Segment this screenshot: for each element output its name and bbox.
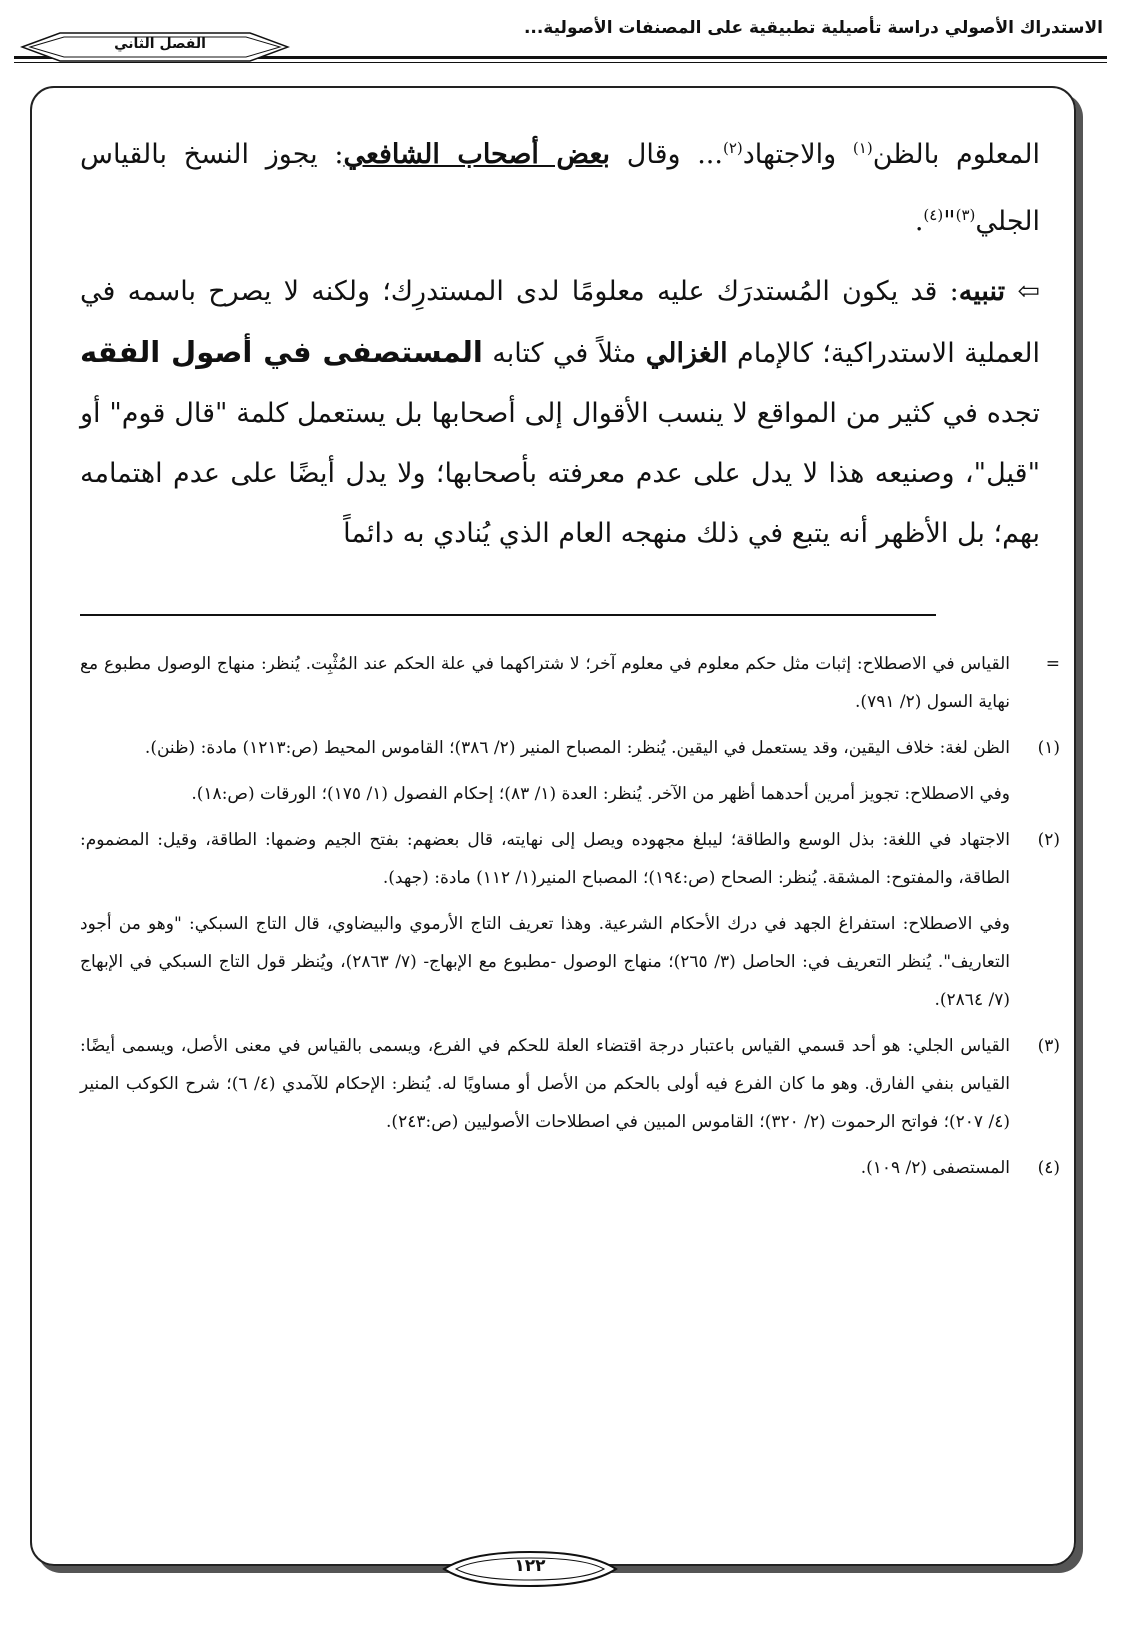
footnote-number: (٢) [1037, 830, 1060, 850]
book-title: المستصفى في أصول الفقه [80, 335, 483, 369]
text-segment: تجده في كثير من المواقع لا ينسب الأقوال إلى أصحابها بل يستعمل كلمة "قال قوم" أو "قيل"، وصنيعه هذا لا يدل على عدم معرفته بأصحابها؛ ولا يدل أيضًا على عدم اهتمامه بهم؛ بل الأظهر أنه يتبع في ذلك منهجه العام الذي يُنادي به دائماً [80, 398, 1040, 549]
main-content [80, 118, 1040, 564]
footnote-text: المستصفى (٢/ ١٠٩). [860, 1158, 1010, 1178]
footnote-text: الاجتهاد في اللغة: بذل الوسع والطاقة؛ ليبلغ مجهوده ويصل إلى نهايته، قال بعضهم: بفتح الجيم وضمها: الطاقة، وقيل: المضموم: الطاقة، والمفتوح: المشقة. يُنظر: الصحاح (ص:١٩٤)؛ المصباح المنير(١/ ١١٢) مادة: (جهد). [80, 830, 1010, 888]
footnote-text: وفي الاصطلاح: استفراغ الجهد في درك الأحكام الشرعية. وهذا تعريف التاج الأرموي والبيضاوي، قال التاج السبكي: "وهو من أجود التعاريف". يُنظر التعريف في: الحاصل (٣/ ٢٦٥)؛ منهاج الوصول -مطبوع مع الإبهاج- (٧/ ٢٨٦٣)، ويُنظر قول التاج السبكي في الإبهاج (٧/ ٢٨٦٤). [80, 914, 1010, 1010]
footnote-text: الظن لغة: خلاف اليقين، وقد يستعمل في اليقين. يُنظر: المصباح المنير (٢/ ٣٨٦)؛ القاموس المحيط (ص:١٢١٣) مادة: (ظنن). [144, 738, 1010, 758]
text-segment: والاجتهاد [742, 139, 853, 170]
footnote-text: القياس الجلي: هو أحد قسمي القياس باعتبار درجة اقتضاء العلة للحكم في الفرع، ويسمى بالقياس في معنى الأصل، ويسمى أيضًا: القياس بنفي الفارق. وهو ما كان الفرع فيه أولى بالحكم من الأصل أو مساويًا له. يُنظر: الإحكام للآمدي (٤/ ٦)؛ شرح الكوكب المنير (٤/ ٢٠٧)؛ فواتح الرحموت (٢/ ٣٢٠)؛ القاموس المبين في اصطلاحات الأصوليين (ص:٢٤٣). [80, 1036, 1010, 1132]
footnote-number: (١) [1037, 738, 1060, 758]
note-label: تنبيه [958, 276, 1006, 307]
footnote-ref-1[interactable]: (١) [852, 139, 873, 157]
text-segment: ... وقال [610, 139, 723, 170]
arrow-icon: ⇦ [1017, 276, 1040, 307]
footnote-ref-2[interactable]: (٢) [722, 139, 743, 157]
footnote-body [80, 821, 1010, 1019]
footnote-ref-4[interactable]: (٤) [923, 206, 944, 224]
footnotes [80, 645, 1060, 1195]
footnote-text: القياس في الاصطلاح: إثبات مثل حكم معلوم في معلوم آخر؛ لا شتراكهما في علة الحكم عند المُثْبِت. يُنظر: منهاج الوصول مطبوع مع نهاية السول (٢/ ٧٩١). [80, 654, 1010, 712]
footnote-body [80, 729, 1010, 813]
footnote-body [80, 1149, 1010, 1187]
emphasis-ghazali: الغزالي [645, 338, 728, 369]
chapter-label: الفصل الثاني [114, 36, 206, 52]
footnote-item [80, 1149, 1060, 1187]
footnote-text: وفي الاصطلاح: تجويز أمرين أحدهما أظهر من الآخر. يُنظر: العدة (١/ ٨٣)؛ إحكام الفصول (١/ ١٧٥)؛ الورقات (ص:١٨). [191, 784, 1010, 804]
footnote-body [80, 1027, 1010, 1141]
paragraph-1 [80, 118, 1040, 252]
footnote-ref-3[interactable]: (٣) [955, 206, 976, 224]
footnote-body [80, 645, 1010, 721]
footnote-item [80, 821, 1060, 1019]
footnote-item [80, 645, 1060, 721]
footnote-separator [80, 614, 936, 616]
paragraph-2 [80, 262, 1040, 564]
page-number: ١٢٢ [514, 1556, 546, 1576]
text-segment: مثلاً في كتابه [482, 338, 646, 369]
emphasis-shafii: بعض أصحاب الشافعي [343, 139, 611, 170]
footnote-number: (٣) [1037, 1036, 1060, 1056]
text-segment: . [914, 206, 924, 237]
closing-quote: " [943, 206, 956, 237]
footnote-number: = [1045, 654, 1060, 674]
running-title: الاستدراك الأصولي دراسة تأصيلية تطبيقية على المصنفات الأصولية... [523, 18, 1103, 38]
text-segment: : قد يكون المُستدرَك عليه معلومًا لدى المستدرِك؛ ولكنه لا يصرح باسمه في العملية الاستدراكية؛ كالإمام [80, 276, 1041, 369]
text-segment: المعلوم بالظن [872, 139, 1041, 170]
footnote-number: (٤) [1037, 1158, 1060, 1178]
text-segment: : يجوز النسخ بالقياس الجلي [80, 139, 1040, 237]
footnote-item [80, 729, 1060, 813]
footnote-item [80, 1027, 1060, 1141]
